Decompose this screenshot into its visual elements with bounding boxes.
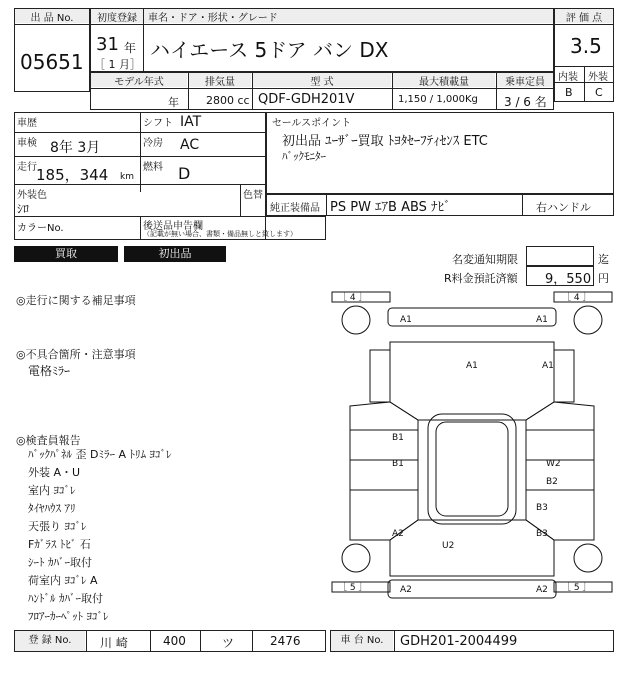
report-line: 室内 ﾖｺﾞﾚ — [28, 484, 76, 497]
mileage: 185，344 — [36, 166, 109, 184]
mileage-unit: km — [120, 172, 134, 182]
tire-rl-icon — [342, 544, 370, 572]
reg-number: 2476 — [270, 634, 301, 648]
tire-fl-label: ［ 4 ］ — [338, 293, 368, 303]
r-fee-label: R料金預託済額 — [444, 272, 518, 285]
displacement-label: 排気量 — [189, 73, 251, 87]
report-line: 外装 A・U — [28, 466, 81, 479]
notice-value — [526, 246, 594, 266]
chassis-no: GDH201-2004499 — [400, 634, 518, 649]
mark-b3-right-1: B3 — [536, 503, 548, 513]
post-declare-label: 後送品申告欄 — [143, 221, 203, 232]
inspection-label: 車検 — [17, 138, 37, 149]
type: QDF-GDH201V — [258, 92, 355, 107]
eval-score: 3.5 — [570, 34, 602, 58]
mark-b1-left-2: B1 — [392, 459, 404, 469]
shift: IAT — [180, 114, 202, 130]
fuel-label: 燃料 — [143, 162, 163, 173]
buy-tag: 買取 — [14, 246, 118, 262]
equipment-label: 純正装備品 — [270, 203, 320, 214]
tire-fl-icon — [342, 306, 370, 334]
report-line: 荷室内 ﾖｺﾞﾚ A — [28, 574, 98, 587]
report-line: ﾀｲﾔﾊｳｽ ｱﾘ — [28, 502, 76, 515]
color-no-label: カラーNo. — [17, 223, 64, 234]
mark-a1-hood: A1 — [466, 361, 478, 371]
displacement: 2800 cc — [206, 94, 250, 107]
reg-month: ［ 1 月］ — [94, 58, 141, 71]
mark-a1-front-left: A1 — [400, 315, 412, 325]
mark-b2-right: B2 — [546, 477, 558, 487]
mark-b3-right-2: B3 — [536, 529, 548, 539]
lot-label: 出 品 No. — [15, 9, 89, 23]
inspection: 8年 3月 — [50, 140, 101, 156]
ext-color: ｼﾛ — [17, 202, 30, 216]
driving-heading: ◎走行に関する補足事項 — [16, 294, 136, 307]
tire-fr-label: ［ 4 ］ — [562, 293, 592, 303]
model-year-unit: 年 — [168, 96, 179, 109]
defects-line: 電格ﾐﾗｰ — [28, 364, 71, 378]
reg-kana: ツ — [222, 636, 235, 650]
color-change-label: 色替 — [243, 190, 263, 201]
chassis-label: 車 台 No. — [331, 631, 393, 651]
exterior-label: 外装 — [588, 72, 608, 83]
sales-point-1: 初出品 ﾕｰｻﾞｰ買取 ﾄﾖﾀｾｰﾌﾃｨｾﾝｽ ETC — [282, 134, 488, 149]
exterior-grade: C — [595, 86, 603, 99]
equipment: PS PW ｴｱB ABS ﾅﾋﾞ — [330, 200, 451, 215]
notice-label: 名変通知期限 — [452, 253, 518, 266]
tire-rr-icon — [574, 544, 602, 572]
reg-year-unit: 年 — [124, 41, 137, 55]
max-load: 1,150 / 1,000Kg — [398, 94, 478, 105]
interior-grade: B — [565, 86, 573, 99]
mark-b1-left-1: B1 — [392, 433, 404, 443]
ext-color-label: 外装色 — [17, 190, 47, 201]
report-line: ﾊﾞｯｸﾊﾟﾈﾙ 歪 Dﾐﾗｰ A ﾄﾘﾑ ﾖｺﾞﾚ — [28, 448, 172, 461]
history-label: 車歴 — [17, 118, 37, 129]
report-line: 天張り ﾖｺﾞﾚ — [28, 520, 87, 533]
reg-area: 川 崎 — [100, 636, 128, 650]
report-line: ﾌﾛｱｰｶｰﾍﾟｯﾄ ﾖｺﾞﾚ — [28, 610, 109, 623]
mark-a2-left: A2 — [392, 529, 404, 539]
mark-a2-rear-bumper-2: A2 — [536, 585, 548, 595]
interior-label: 内装 — [558, 72, 578, 83]
reg-class: 400 — [163, 634, 186, 648]
sales-point-2: ﾊﾞｯｸﾓﾆﾀｰ — [282, 150, 326, 163]
tire-rr-label: ［ 5 ］ — [562, 583, 592, 593]
post-declare-note: （記載が無い場合、書類・備品無しと致します） — [143, 230, 297, 238]
notice-unit: 迄 — [598, 253, 609, 266]
tire-rl-label: ［ 5 ］ — [338, 583, 368, 593]
mark-a1-front-right: A1 — [536, 315, 548, 325]
tire-fr-icon — [574, 306, 602, 334]
capacity: 3 / 6 名 — [504, 95, 547, 109]
steering: 右ハンドル — [536, 201, 591, 214]
max-load-label: 最大積載量 — [393, 73, 495, 87]
fuel: D — [178, 164, 191, 183]
sales-point-label: セールスポイント — [272, 118, 352, 129]
report-line: Fｶﾞﾗｽ ﾄﾋﾞ 石 — [28, 538, 91, 551]
capacity-label: 乗車定員 — [497, 73, 553, 87]
report-line: ｼｰﾄ ｶﾊﾞｰ取付 — [28, 556, 92, 569]
eval-label: 評 価 点 — [555, 9, 613, 23]
first-reg-label: 初度登録 — [91, 9, 143, 23]
report-line: ﾊﾝﾄﾞﾙ ｶﾊﾞｰ取付 — [28, 592, 103, 605]
mark-u2-rear: U2 — [442, 541, 455, 551]
r-fee: 9，550 — [545, 272, 592, 287]
mark-a1-right-fender: A1 — [542, 361, 554, 371]
lot-number: 05651 — [20, 50, 84, 74]
defects-heading: ◎不具合箇所・注意事項 — [16, 348, 136, 361]
ac-label: 冷房 — [143, 138, 163, 149]
damage-diagram — [330, 290, 614, 630]
car-name-label: 車名・ドア・形状・グレード — [144, 9, 553, 23]
mark-a2-rear-bumper: A2 — [400, 585, 412, 595]
r-fee-unit: 円 — [598, 272, 609, 285]
model-year-label: モデル年式 — [91, 73, 187, 87]
mark-w2-right: W2 — [546, 459, 561, 469]
ac: AC — [180, 137, 200, 153]
first-listing-tag: 初出品 — [124, 246, 226, 262]
shift-label: シフト — [143, 118, 173, 129]
reg-year: 31 — [96, 34, 119, 55]
car-name: ハイエース 5ドア バン DX — [150, 38, 389, 62]
type-label: 型 式 — [253, 73, 391, 87]
reg-label: 登 録 No. — [15, 631, 85, 651]
mileage-label: 走行 — [17, 162, 37, 173]
inspector-heading: ◎検査員報告 — [16, 434, 81, 447]
